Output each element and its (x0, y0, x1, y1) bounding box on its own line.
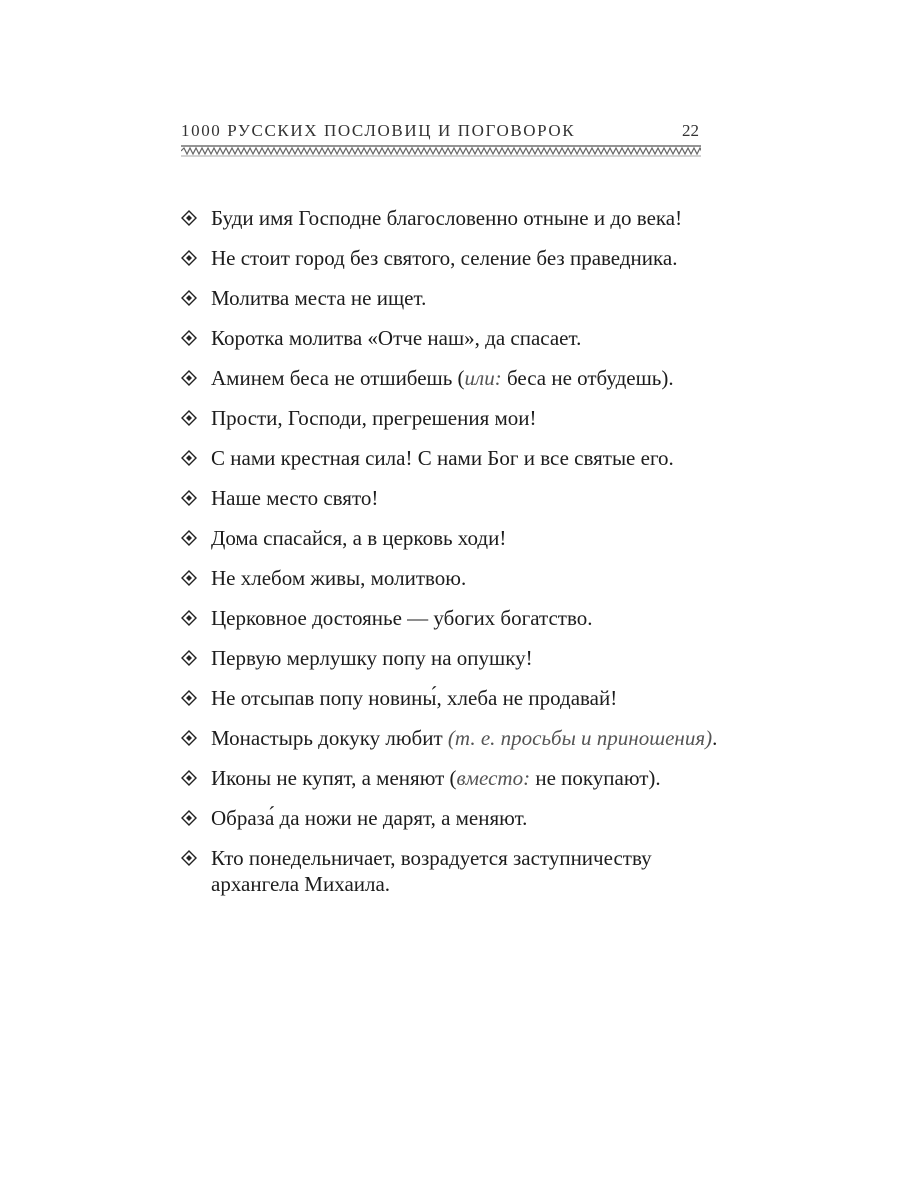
diamond-bullet-icon (181, 810, 197, 826)
editorial-note: или: (464, 366, 502, 390)
diamond-bullet-icon (181, 530, 197, 546)
diamond-bullet-icon (181, 450, 197, 466)
proverb-text: Коротка молитва «Отче наш», да спасает. (211, 326, 582, 350)
list-item (181, 205, 721, 231)
list-item (181, 565, 721, 591)
proverb-text: Не отсыпав попу новины́, хлеба не продавай! (211, 686, 618, 710)
list-item (181, 365, 721, 391)
proverb-list (181, 205, 721, 911)
editorial-note: вместо: (456, 766, 531, 790)
list-item (181, 285, 721, 311)
diamond-bullet-icon (181, 290, 197, 306)
list-item (181, 405, 721, 431)
diamond-bullet-icon (181, 490, 197, 506)
list-item (181, 325, 721, 351)
diamond-bullet-icon (181, 210, 197, 226)
diamond-bullet-icon (181, 410, 197, 426)
proverb-text: Церковное достоянье — убогих богатство. (211, 606, 593, 630)
list-item (181, 245, 721, 271)
proverb-text: С нами крестная сила! С нами Бог и все святые его. (211, 446, 674, 470)
proverb-text: Образа́ да ножи не дарят, а меняют. (211, 806, 528, 830)
list-item (181, 765, 721, 791)
diamond-bullet-icon (181, 770, 197, 786)
proverb-text: Аминем беса не отшибешь ( (211, 366, 465, 390)
proverb-text: Монастырь докуку любит (211, 726, 448, 750)
proverb-text: Не стоит город без святого, селение без праведника. (211, 246, 678, 270)
diamond-bullet-icon (181, 570, 197, 586)
running-header (181, 121, 701, 143)
diamond-bullet-icon (181, 330, 197, 346)
proverb-text: Молитва места не ищет. (211, 286, 427, 310)
diamond-bullet-icon (181, 850, 197, 866)
diamond-bullet-icon (181, 730, 197, 746)
running-title: 1000 РУССКИХ ПОСЛОВИЦ И ПОГОВОРОК (181, 121, 576, 140)
list-item (181, 685, 721, 711)
list-item (181, 605, 721, 631)
proverb-text-continued: не покупают). (530, 766, 661, 790)
editorial-note: (т. е. просьбы и приношения) (447, 726, 713, 750)
diamond-bullet-icon (181, 690, 197, 706)
list-item (181, 445, 721, 471)
proverb-text: Дома спасайся, а в церковь ходи! (211, 526, 507, 550)
proverb-text-continued: беса не отбудешь). (501, 366, 674, 390)
proverb-text: Первую мерлушку попу на опушку! (211, 646, 533, 670)
proverb-text: Кто понедельничает, возрадуется заступничеству архангела Михаила. (211, 846, 652, 896)
proverb-text: Буди имя Господне благословенно отныне и до века! (211, 206, 683, 230)
list-item (181, 845, 721, 897)
header-ornament-rule (181, 145, 701, 157)
proverb-text: Не хлебом живы, молитвою. (211, 566, 467, 590)
proverb-text: Наше место свято! (211, 486, 379, 510)
proverb-text: Иконы не купят, а меняют ( (211, 766, 457, 790)
list-item (181, 525, 721, 551)
page-number: 22 (682, 121, 699, 140)
diamond-bullet-icon (181, 610, 197, 626)
list-item (181, 805, 721, 831)
diamond-bullet-icon (181, 250, 197, 266)
proverb-text: Прости, Господи, прегрешения мои! (211, 406, 537, 430)
diamond-bullet-icon (181, 650, 197, 666)
proverb-text-continued: . (712, 726, 718, 750)
list-item (181, 725, 721, 751)
list-item (181, 645, 721, 671)
list-item (181, 485, 721, 511)
diamond-bullet-icon (181, 370, 197, 386)
